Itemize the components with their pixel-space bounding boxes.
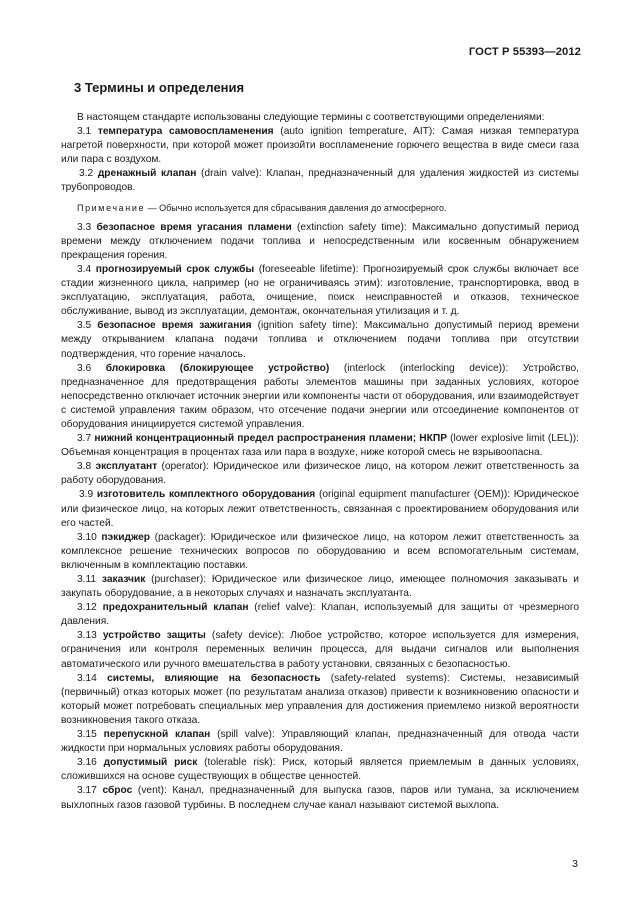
- term-number: 3.16: [77, 757, 97, 769]
- term-definition: (vent): Канал, предназначенный для выпуска газов, паров или тумана, за исключением выхлопных газов газовой турбины. В последнем случае канал называют системой выхлопа.: [61, 785, 579, 811]
- term-name: эксплуатант: [95, 461, 158, 473]
- term-name: дренажный клапан: [97, 168, 197, 180]
- term-name: пэкиджер: [101, 531, 150, 543]
- term-3-6: [61, 362, 579, 432]
- term-name: безопасное время угасания пламени: [96, 221, 292, 233]
- term-3-13: [61, 629, 579, 671]
- term-number: 3.5: [77, 320, 92, 332]
- term-3-1: [61, 125, 579, 167]
- term-name: изготовитель комплектного оборудования: [96, 489, 316, 501]
- term-3-12: [61, 601, 579, 629]
- term-definition: (lower explosive limit (LEL)): Объемная концентрация в процентах газа или пара в воздухе, ниже которой смесь не взрывоопасна.: [61, 433, 579, 459]
- term-3-4: [61, 263, 579, 319]
- page-number: 3: [572, 858, 578, 870]
- term-name: блокировка (блокирующее устройство): [105, 362, 330, 374]
- term-definition: (relief valve): Клапан, используемый для защиты от чрезмерного давления.: [61, 602, 579, 628]
- term-number: 3.11: [77, 574, 97, 585]
- term-definition: (ignition safety time): Максимально допустимый период времени между открыванием клапана подачи топлива и отключением подачи топлива при отсутствии подтверждения, что горение началось.: [61, 320, 580, 360]
- term-definition: (interlock (interlocking device)): Устройство, предназначенное для предотвращения работы элементов машины при заданных условиях, которое непосредственно отключает источник энергии или компоненты части от оборудования, или взаимодействует с системой управления таким образом, что отсечение подачи энергии или отсоединение компонентов от оборудования инициируется системой управления.: [61, 362, 579, 430]
- note-label: Примечание: [77, 202, 146, 213]
- term-number: 3.6: [77, 362, 92, 374]
- term-definition: (packager): Юридическое или физическое лицо, на котором лежит ответственность за комплексное решение технических вопросов по оборудованию и всем вспомогательным системам, включенным в комплектацию поставки.: [61, 531, 579, 571]
- term-definition: (drain valve): Клапан, предназначенный для удаления жидкостей из системы трубопроводов.: [61, 168, 579, 194]
- term-number: 3.4: [77, 263, 92, 275]
- term-number: 3.14: [77, 672, 97, 684]
- term-3-5: [61, 319, 579, 361]
- intro-paragraph: В настоящем стандарте использованы следующие термины с соответствующими определениями:: [77, 112, 545, 123]
- term-3-17: [61, 784, 579, 812]
- term-3-7: [61, 432, 579, 460]
- term-number: 3.8: [77, 461, 92, 473]
- term-3-16: [61, 756, 579, 784]
- term-3-9: [61, 488, 579, 530]
- term-number: 3.12: [77, 602, 97, 614]
- term-3-8: [61, 460, 579, 488]
- term-name: сброс: [102, 785, 133, 797]
- term-name: предохранительный клапан: [102, 602, 249, 614]
- note-paragraph: [61, 201, 579, 215]
- term-number: 3.2: [79, 168, 94, 180]
- term-name: температура самовоспламенения: [97, 126, 274, 138]
- term-number: 3.13: [77, 630, 97, 642]
- document-code: ГОСТ Р 55393—2012: [468, 46, 581, 58]
- term-number: 3.7: [77, 433, 92, 445]
- section-title: 3 Термины и определения: [74, 80, 245, 95]
- term-3-3: [61, 221, 579, 263]
- term-definition: (auto ignition temperature, AIT): Самая низкая температура нагретой поверхности, при которой может произойти воспламенение горючего вещества в виде смеси газа или пара с воздухом.: [61, 126, 579, 166]
- note-text: — Обычно используется для сбрасывания давления до атмосферного.: [145, 202, 447, 213]
- term-definition: (safety device): Любое устройство, которое используется для измерения, ограничения или контроля переменных величин процесса, для выдачи сигналов или выполнения автоматического или ручного вмешательства в работу установки, связанных с безопасностью.: [61, 630, 579, 670]
- term-definition: (foreseeable lifetime): Прогнозируемый срок службы включает все стадии жизненного цикла, например (но не ограничиваясь этим): изготовление, транспортировка, ввод в эксплуатацию, эксплуатация, работа, очищение, поиск неисправностей и отказов, техническое обслуживание, вывод из эксплуатации, демонтаж, окончательная утилизация и т. д.: [61, 263, 579, 318]
- term-3-11: [61, 573, 579, 601]
- term-definition: (operator): Юридическое или физическое лицо, на котором лежит ответственность за работу оборудования.: [61, 461, 579, 487]
- term-3-15: [61, 728, 579, 756]
- term-number: 3.17: [77, 785, 97, 797]
- term-name: нижний концентрационный предел распространения пламени; НКПР: [94, 433, 447, 445]
- term-3-10: [61, 531, 579, 573]
- term-definition: (purchaser): Юридическое или физическое лицо, имеющее полномочия заказывать и закупать оборудование, а в некоторых случаях и назначать эксплуатанта.: [61, 574, 579, 600]
- term-definition: (spill valve): Управляющий клапан, предназначенный для отвода части жидкости при нормальных условиях работы оборудования.: [61, 729, 579, 755]
- term-name: устройство защиты: [102, 630, 206, 642]
- term-name: допустимый риск: [103, 757, 198, 769]
- term-definition: (original equipment manufacturer (OEM)): Юридическое или физическое лицо, на которых лежит ответственность, связанная с проектированием оборудования или его частей.: [61, 489, 579, 529]
- term-number: 3.1: [77, 126, 92, 138]
- term-name: безопасное время зажигания: [97, 320, 252, 332]
- term-definition: (safety-related systems): Системы, независимый (первичный) отказ которых может (по результатам анализа отказов) привести к возникновению опасности и который может потребовать специальных мер управления для достижения приемлемо низкой вероятности возникновения такого отказа.: [61, 672, 579, 726]
- term-definition: (extinction safety time): Максимально допустимый период времени между отключением подачи топлива и непосредственным или косвенным обнаружением прекращения горения.: [61, 221, 579, 261]
- term-number: 3.15: [77, 729, 97, 741]
- term-3-14: [61, 672, 579, 728]
- term-name: заказчик: [101, 574, 146, 585]
- term-number: 3.10: [77, 531, 97, 543]
- term-definition: (tolerable risk): Риск, который является приемлемым в данных условиях, сложившихся на основе существующих в обществе ценностей.: [61, 757, 579, 783]
- document-body: [61, 111, 579, 813]
- term-name: системы, влияющие на безопасность: [107, 672, 321, 684]
- term-number: 3.9: [79, 489, 94, 501]
- term-name: перепускной клапан: [103, 729, 211, 741]
- term-3-2: [61, 167, 579, 195]
- term-name: прогнозируемый срок службы: [95, 263, 255, 275]
- term-number: 3.3: [77, 221, 92, 233]
